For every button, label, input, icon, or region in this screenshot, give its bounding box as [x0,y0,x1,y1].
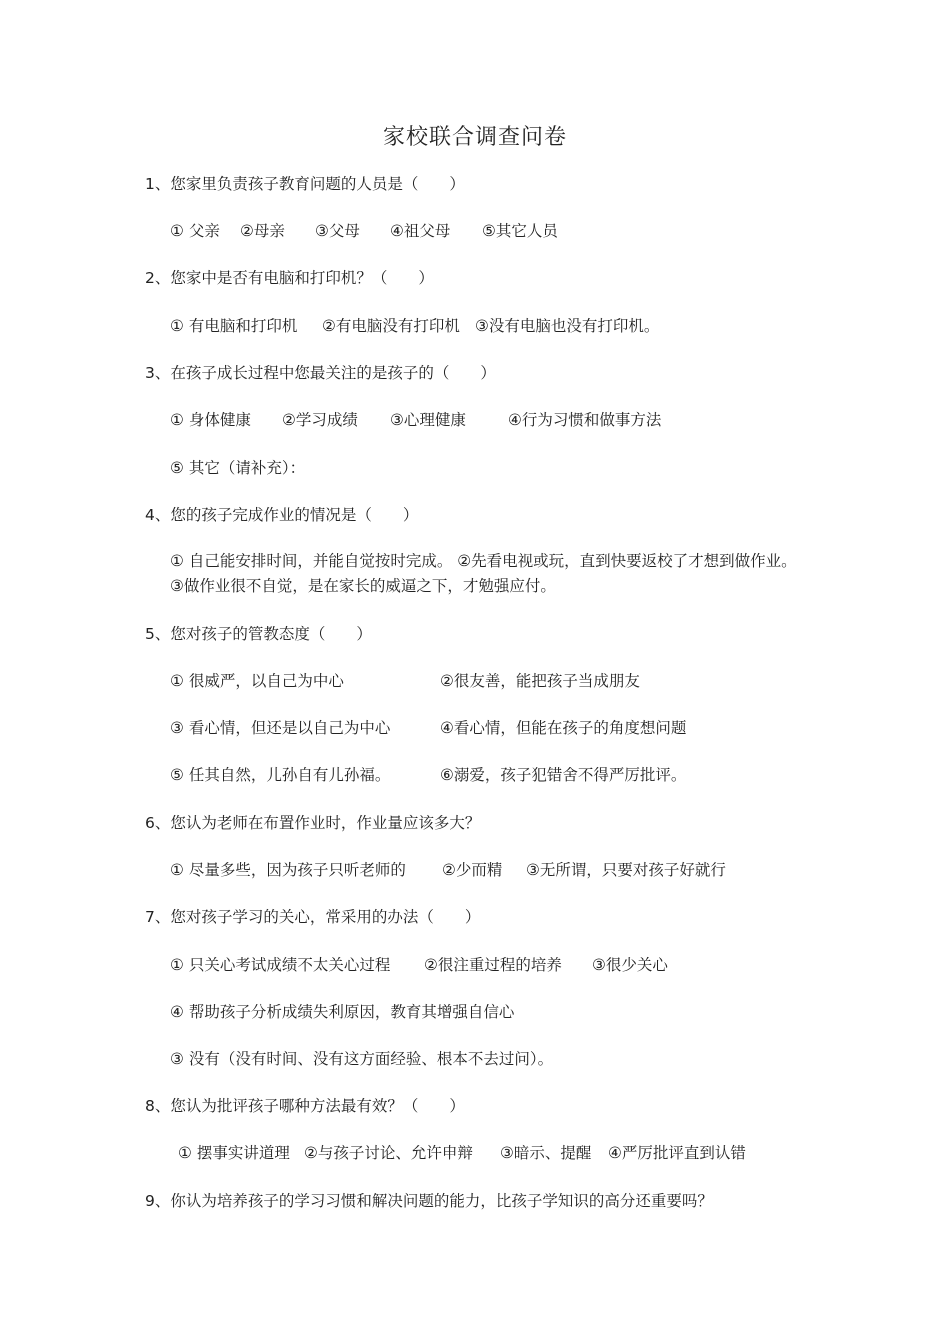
question-4-options: ① 自己能安排时间，并能自觉按时完成。 ②先看电视或玩，直到快要返校了才想到做作业。 ③做作业很不自觉，是在家长的威逼之下，才勉强应付。 [170,552,805,595]
option: ②学习成绩 [282,411,358,429]
question-6-options [170,858,726,882]
question-3-options [170,408,661,432]
option: ① 尽量多些，因为孩子只听老师的 [170,861,406,879]
question-6: 6、您认为老师在布置作业时，作业量应该多大？ [145,814,481,832]
option: ③没有电脑也没有打印机。 [475,317,660,335]
question-8: 8、您认为批评孩子哪种方法最有效？（ ） [145,1097,465,1115]
question-7-option-5: ③ 没有（没有时间、没有这方面经验、根本不去过问）。 [170,1050,554,1068]
option: ②与孩子讨论、允许申辩 [304,1144,473,1162]
option: ③暗示、提醒 [500,1144,592,1162]
question-5-option-4: ④看心情，但能在孩子的角度想问题 [440,719,687,737]
question-9: 9、你认为培养孩子的学习习惯和解决问题的能力，比孩子学知识的高分还重要吗？ [145,1192,713,1210]
option: ④祖父母 [390,222,451,240]
question-7: 7、您对孩子学习的关心，常采用的办法（ ） [145,908,481,926]
page-title: 家校联合调查问卷 [382,125,567,150]
question-5-option-2: ②很友善，能把孩子当成朋友 [440,672,640,690]
question-5-option-6: ⑥溺爱，孩子犯错舍不得严厉批评。 [440,766,687,784]
question-3-option-5: ⑤ 其它（请补充）： [170,459,306,477]
option: ③无所谓，只要对孩子好就行 [526,861,726,879]
question-2-options [170,314,659,338]
question-5-option-1: ① 很威严，以自己为中心 [170,672,344,690]
question-5-option-5: ⑤ 任其自然，儿孙自有儿孙福。 [170,766,391,784]
question-7-options [170,953,668,977]
question-3: 3、在孩子成长过程中您最关注的是孩子的（ ） [145,364,496,382]
question-8-options [178,1141,746,1165]
option: ① 身体健康 [170,411,251,429]
option: ③父母 [315,222,360,240]
option: ① 有电脑和打印机 [170,317,298,335]
question-5: 5、您对孩子的管教态度（ ） [145,625,372,643]
question-1-options [170,219,558,243]
option: ⑤其它人员 [482,222,558,240]
option: ④行为习惯和做事方法 [508,411,662,429]
option: ① 只关心考试成绩不太关心过程 [170,956,391,974]
option: ① 父亲 [170,222,220,240]
option: ③很少关心 [592,956,668,974]
question-1: 1、您家里负责孩子教育问题的人员是（ ） [145,175,465,193]
option: ②很注重过程的培养 [424,956,562,974]
question-2: 2、您家中是否有电脑和打印机？（ ） [145,269,434,287]
option: ① 摆事实讲道理 [178,1144,290,1162]
option: ②少而精 [442,861,503,879]
option: ②母亲 [240,222,285,240]
question-7-option-4: ④ 帮助孩子分析成绩失利原因，教育其增强自信心 [170,1003,515,1021]
question-4: 4、您的孩子完成作业的情况是（ ） [145,506,419,524]
option: ③心理健康 [390,411,466,429]
question-5-option-3: ③ 看心情，但还是以自己为中心 [170,719,391,737]
option: ④严厉批评直到认错 [608,1144,746,1162]
option: ②有电脑没有打印机 [322,317,460,335]
